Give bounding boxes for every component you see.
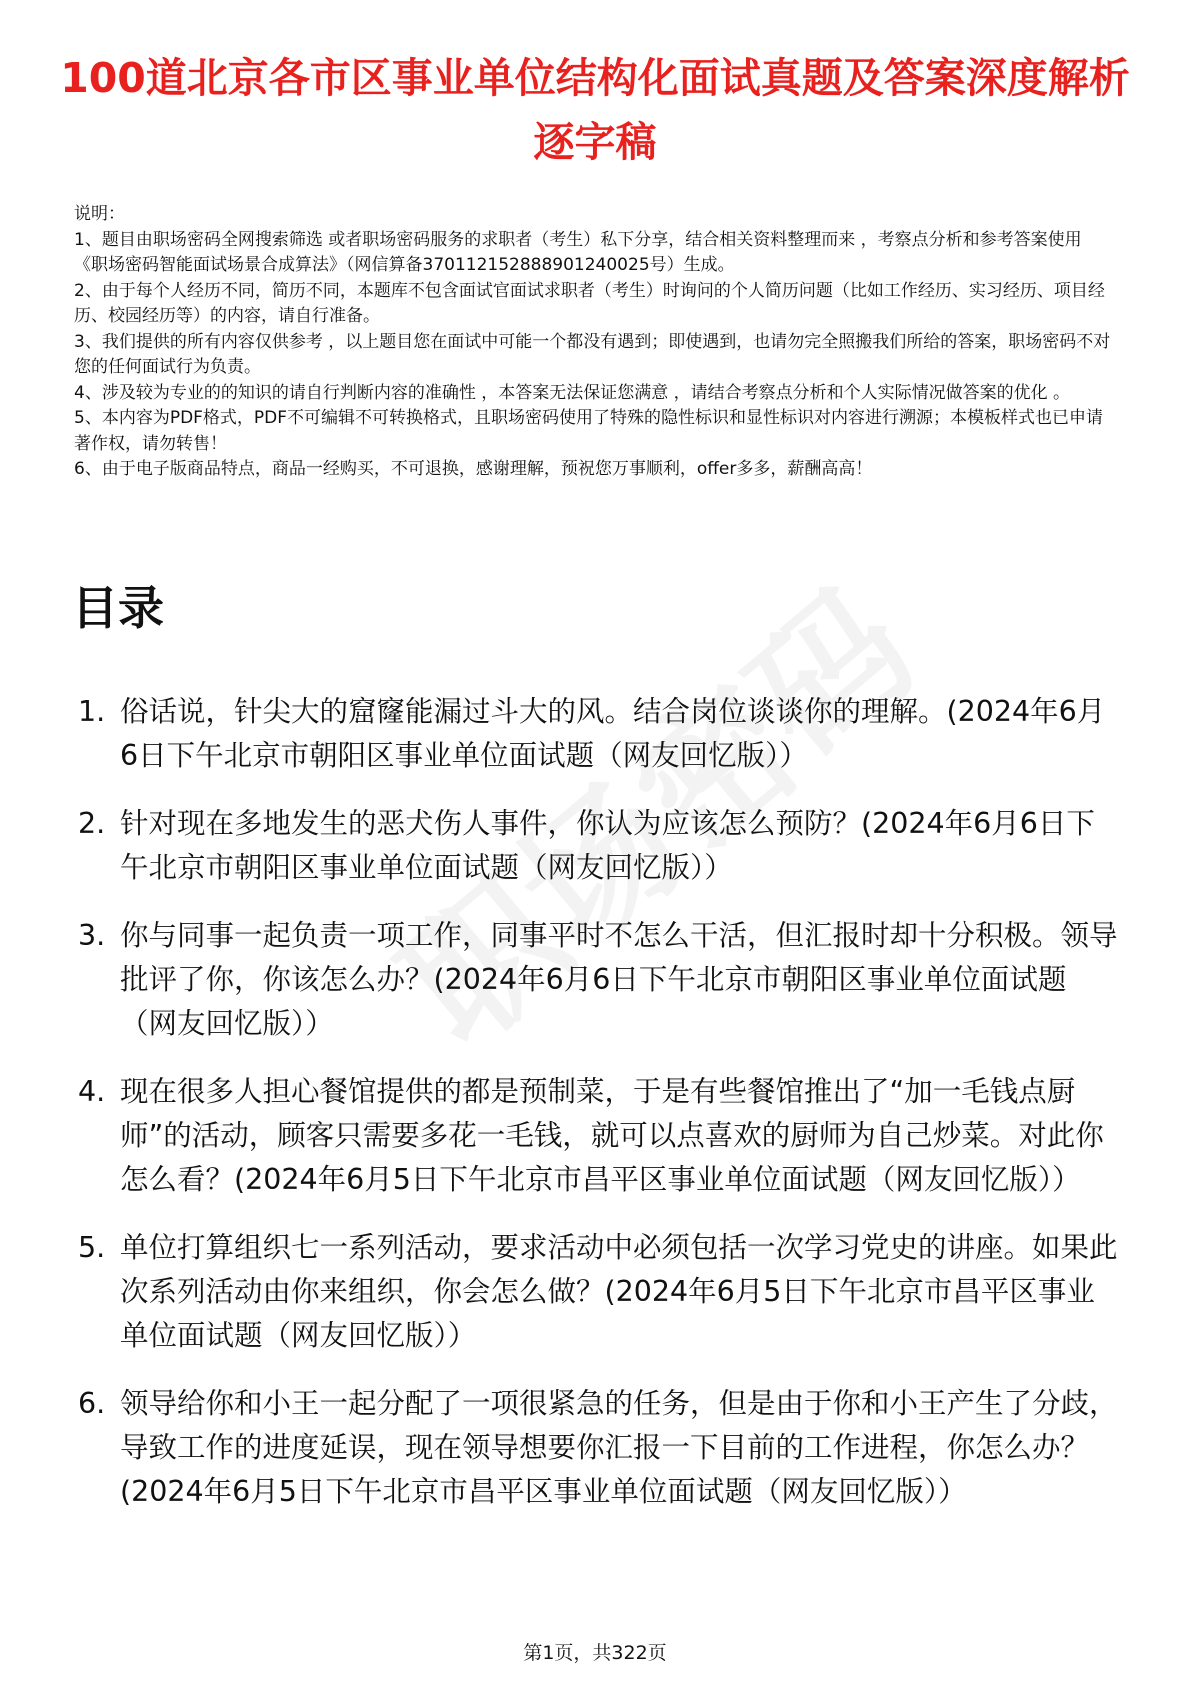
toc-item-text: 俗话说，针尖大的窟窿能漏过斗大的风。结合岗位谈谈你的理解。(2024年6月6日下午北京市朝阳区事业单位面试题（网友回忆版）） [120, 695, 1106, 772]
toc-item-text: 现在很多人担心餐馆提供的都是预制菜，于是有些餐馆推出了“加一毛钱点厨师”的活动，顾客只需要多花一毛钱，就可以点喜欢的厨师为自己炒菜。对此你怎么看？(2024年6月5日下午北京市昌平区事业单位面试题（网友回忆版）） [120, 1075, 1104, 1196]
toc-item-number: 5. [78, 1231, 106, 1264]
toc-item-number: 3. [78, 919, 106, 952]
toc-item[interactable] [70, 1382, 1120, 1514]
toc-heading: 目录 [72, 581, 164, 635]
page-footer: 第1页，共322页 [523, 1642, 667, 1664]
toc-list [70, 690, 1120, 1538]
toc-item-number: 6. [78, 1387, 106, 1420]
toc-item[interactable] [70, 1070, 1120, 1202]
intro-heading: 说明： [74, 204, 125, 224]
toc-item[interactable] [70, 1226, 1120, 1358]
toc-item-text: 你与同事一起负责一项工作，同事平时不怎么干活，但汇报时却十分积极。领导批评了你，你该怎么办？(2024年6月6日下午北京市朝阳区事业单位面试题（网友回忆版）） [120, 919, 1118, 1040]
toc-item[interactable] [70, 914, 1120, 1046]
toc-item[interactable] [70, 802, 1120, 890]
toc-item-text: 领导给你和小王一起分配了一项很紧急的任务，但是由于你和小王产生了分歧，导致工作的进度延误，现在领导想要你汇报一下目前的工作进程，你怎么办？(2024年6月5日下午北京市昌平区事业单位面试题（网友回忆版）） [120, 1387, 1118, 1508]
toc-item-text: 针对现在多地发生的恶犬伤人事件，你认为应该怎么预防？(2024年6月6日下午北京市朝阳区事业单位面试题（网友回忆版）） [120, 807, 1095, 884]
toc-item[interactable] [70, 690, 1120, 778]
intro-section [74, 202, 1114, 483]
toc-item-number: 1. [78, 695, 106, 728]
intro-item: 2、由于每个人经历不同，简历不同，本题库不包含面试官面试求职者（考生）时询问的个人简历问题（比如工作经历、实习经历、项目经历、校园经历等）的内容，请自行准备。 [74, 280, 1105, 326]
toc-item-number: 4. [78, 1075, 106, 1108]
document-title: 100道北京各市区事业单位结构化面试真题及答案深度解析逐字稿 [60, 54, 1130, 166]
intro-item: 6、由于电子版商品特点，商品一经购买，不可退换，感谢理解，预祝您万事顺利，offer多多，薪酬高高！ [74, 459, 873, 479]
toc-item-number: 2. [78, 807, 106, 840]
intro-item: 5、本内容为PDF格式，PDF不可编辑不可转换格式，且职场密码使用了特殊的隐性标识和显性标识对内容进行溯源；本模板样式也已申请著作权，请勿转售！ [74, 408, 1104, 454]
toc-item-text: 单位打算组织七一系列活动，要求活动中必须包括一次学习党史的讲座。如果此次系列活动由你来组织，你会怎么做？(2024年6月5日下午北京市昌平区事业单位面试题（网友回忆版）） [120, 1231, 1118, 1352]
intro-item: 1、题目由职场密码全网搜索筛选 或者职场密码服务的求职者（考生）私下分享，结合相关资料整理而来 ，考察点分析和参考答案使用《职场密码智能面试场景合成算法》（网信算备370112152888901240025号）生成。 [74, 229, 1082, 275]
intro-item: 4、涉及较为专业的的知识的请自行判断内容的准确性 ，本答案无法保证您满意 ，请结合考察点分析和个人实际情况做答案的优化 。 [74, 382, 1071, 403]
intro-item: 3、我们提供的所有内容仅供参考 ，以上题目您在面试中可能一个都没有遇到；即使遇到，也请勿完全照搬我们所给的答案，职场密码不对您的任何面试行为负责。 [74, 331, 1111, 377]
